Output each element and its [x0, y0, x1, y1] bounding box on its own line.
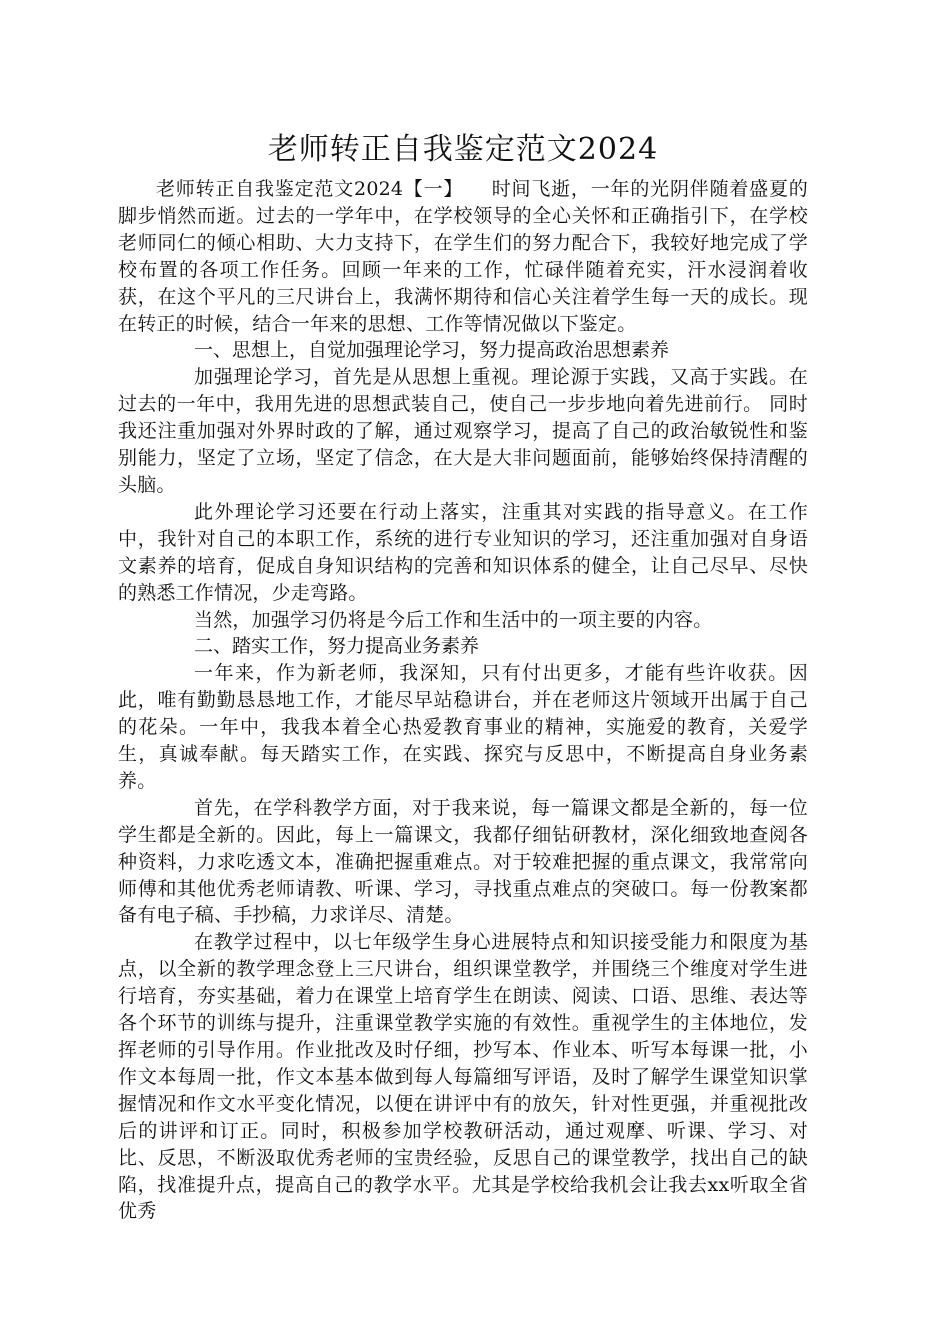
paragraph-4: 一年来，作为新老师，我深知，只有付出更多，才能有些许收获。因此，唯有勤勤恳恳地工作，才能尽早站稳讲台，并在老师这片领域开出属于自己的花朵。一年中，我我本着全心热爱教育事业的精神，实施爱的教育，关爱学生，真诚奉献。每天踏实工作，在实践、探究与反思中，不断提高自身业务素养。	[118, 662, 808, 792]
document-title: 老师转正自我鉴定范文2024	[267, 132, 659, 167]
paragraph-3: 当然，加强学习仍将是今后工作和生活中的一项主要的内容。	[194, 608, 713, 631]
document-page	[118, 128, 808, 1225]
lead-label: 老师转正自我鉴定范文2024【一】	[156, 178, 464, 200]
lead-text: 时间飞逝，一年的光阴伴随着盛夏的脚步悄然而逝。过去的一学年中，在学校领导的全心关怀和正确指引下，在学校老师同仁的倾心相助、大力支持下，在学生们的努力配合下，我较好地完成了学校布置的各项工作任务。回顾一年来的工作，忙碌伴随着充实，汗水浸润着收获，在这个平凡的三尺讲台上，我满怀期待和信心关注着学生每一天的成长。现在转正的时候，结合一年来的思想、工作等情况做以下鉴定。	[118, 178, 808, 335]
paragraph-6: 在教学过程中，以七年级学生身心进展特点和知识接受能力和限度为基点，以全新的教学理念登上三尺讲台，组织课堂教学，并围绕三个维度对学生进行培育，夯实基础，着力在课堂上培育学生在朗读、阅读、口语、思维、表达等各个环节的训练与提升，注重课堂教学实施的有效性。重视学生的主体地位，发挥老师的引导作用。作业批改及时仔细，抄写本、作业本、听写本每课一批，小作文本每周一批，作文本基本做到每人每篇细写评语，及时了解学生课堂知识掌握情况和作文水平变化情况，以便在讲评中有的放矢，针对性更强，并重视批改后的讲评和订正。同时，积极参加学校教研活动，通过观摩、听课、学习、对比、反思，不断汲取优秀老师的宝贵经验，反思自己的课堂教学，找出自己的缺陷，找准提升点，提高自己的教学水平。尤其是学校给我机会让我去xx听取全省优秀	[118, 931, 808, 1223]
paragraph-1: 加强理论学习，首先是从思想上重视。理论源于实践，又高于实践。在过去的一年中，我用先进的思想武装自己，使自己一步步地向着先进前行。 同时我还注重加强对外界时政的了解，通过观察学习，提高了自己的政治敏锐性和鉴别能力，坚定了立场，坚定了信念，在大是大非问题面前，能够始终保持清醒的头脑。	[118, 366, 808, 496]
section-heading-1: 一、思想上，自觉加强理论学习，努力提高政治思想素养	[194, 339, 670, 362]
paragraph-5: 首先，在学科教学方面，对于我来说，每一篇课文都是全新的，每一位学生都是全新的。因此，每上一篇课文，我都仔细钻研教材，深化细致地查阅各种资料，力求吃透文本，准确把握重难点。对于较难把握的重点课文，我常常向师傅和其他优秀老师请教、听课、学习，寻找重点难点的突破口。每一份教案都备有电子稿、手抄稿，力求详尽、清楚。	[118, 796, 808, 927]
paragraph-2: 此外理论学习还要在行动上落实，注重其对实践的指导意义。在工作中，我针对自己的本职工作，系统的进行专业知识的学习，还注重加强对自身语文素养的培育，促成自身知识结构的完善和知识体系的健全，让自己尽早、尽快的熟悉工作情况，少走弯路。	[118, 500, 808, 604]
section-heading-2: 二、踏实工作，努力提高业务素养	[194, 635, 480, 658]
lead-paragraph	[118, 176, 808, 337]
